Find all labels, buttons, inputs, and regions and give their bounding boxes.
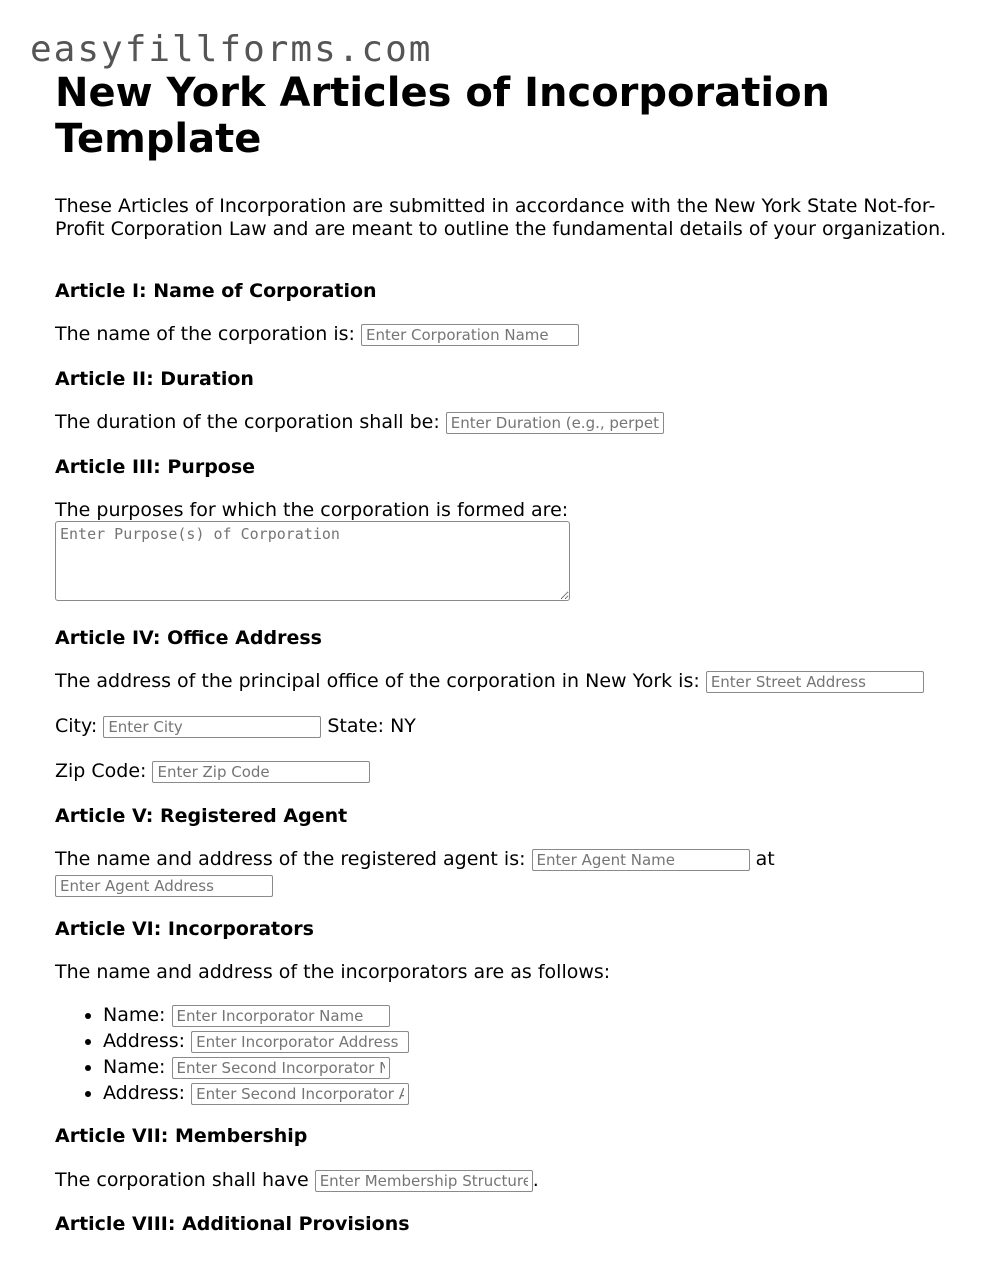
duration-input[interactable] — [446, 412, 664, 434]
city-state-line — [55, 713, 416, 739]
page-title: New York Articles of Incorporation Template — [55, 70, 831, 162]
incorporator-1-address-label: Address: — [103, 1030, 186, 1052]
list-item — [103, 1080, 409, 1106]
city-input[interactable] — [103, 716, 321, 738]
article-3-heading: Article III: Purpose — [55, 456, 256, 478]
incorporator-2-name-label: Name: — [103, 1056, 166, 1078]
membership-input[interactable] — [315, 1170, 533, 1192]
agent-address-input[interactable] — [55, 875, 273, 897]
article-3-text: The purposes for which the corporation is formed are: — [55, 499, 569, 521]
list-item — [103, 1002, 409, 1028]
incorporator-2-address-label: Address: — [103, 1082, 186, 1104]
article-5-line — [55, 846, 775, 872]
article-6-text: The name and address of the incorporators are as follows: — [55, 961, 611, 983]
form-content — [55, 70, 955, 241]
article-2-line — [55, 409, 664, 435]
purpose-textarea[interactable] — [55, 521, 570, 601]
period-text: . — [532, 1169, 539, 1191]
article-4-text: The address of the principal office of the corporation in New York is: — [55, 670, 700, 692]
article-4-line — [55, 668, 924, 694]
article-2-heading: Article II: Duration — [55, 368, 254, 390]
article-7-line — [55, 1167, 539, 1193]
incorporator-1-name-input[interactable] — [172, 1005, 390, 1027]
at-text: at — [755, 848, 775, 870]
incorporator-1-name-label: Name: — [103, 1004, 166, 1026]
watermark: easyfillforms.com — [30, 29, 433, 70]
list-item — [103, 1054, 409, 1080]
article-5-heading: Article V: Registered Agent — [55, 805, 348, 827]
article-4-heading: Article IV: Office Address — [55, 627, 322, 649]
city-label: City: — [55, 715, 98, 737]
article-8-heading: Article VIII: Additional Provisions — [55, 1213, 410, 1235]
article-1-line — [55, 321, 579, 347]
list-item — [103, 1028, 409, 1054]
state-text: State: NY — [327, 715, 416, 737]
article-1-heading: Article I: Name of Corporation — [55, 280, 377, 302]
article-1-text: The name of the corporation is: — [55, 323, 355, 345]
zip-code-input[interactable] — [152, 761, 370, 783]
intro-paragraph: These Articles of Incorporation are submitted in accordance with the New York State Not-for-Profit Corporation Law and are meant to outline the fundamental details of your organization. — [55, 195, 947, 240]
incorporator-2-name-input[interactable] — [172, 1057, 390, 1079]
article-7-heading: Article VII: Membership — [55, 1125, 308, 1147]
incorporator-1-address-input[interactable] — [191, 1031, 409, 1053]
article-5-text: The name and address of the registered agent is: — [55, 848, 526, 870]
article-6-heading: Article VI: Incorporators — [55, 918, 314, 940]
zip-line — [55, 758, 370, 784]
agent-name-input[interactable] — [532, 849, 750, 871]
article-7-text: The corporation shall have — [55, 1169, 309, 1191]
zip-label: Zip Code: — [55, 760, 147, 782]
incorporator-2-address-input[interactable] — [191, 1083, 409, 1105]
agent-address-line — [55, 872, 273, 898]
corporation-name-input[interactable] — [361, 324, 579, 346]
incorporators-list — [55, 1002, 409, 1106]
article-2-text: The duration of the corporation shall be: — [55, 411, 440, 433]
street-address-input[interactable] — [706, 671, 924, 693]
